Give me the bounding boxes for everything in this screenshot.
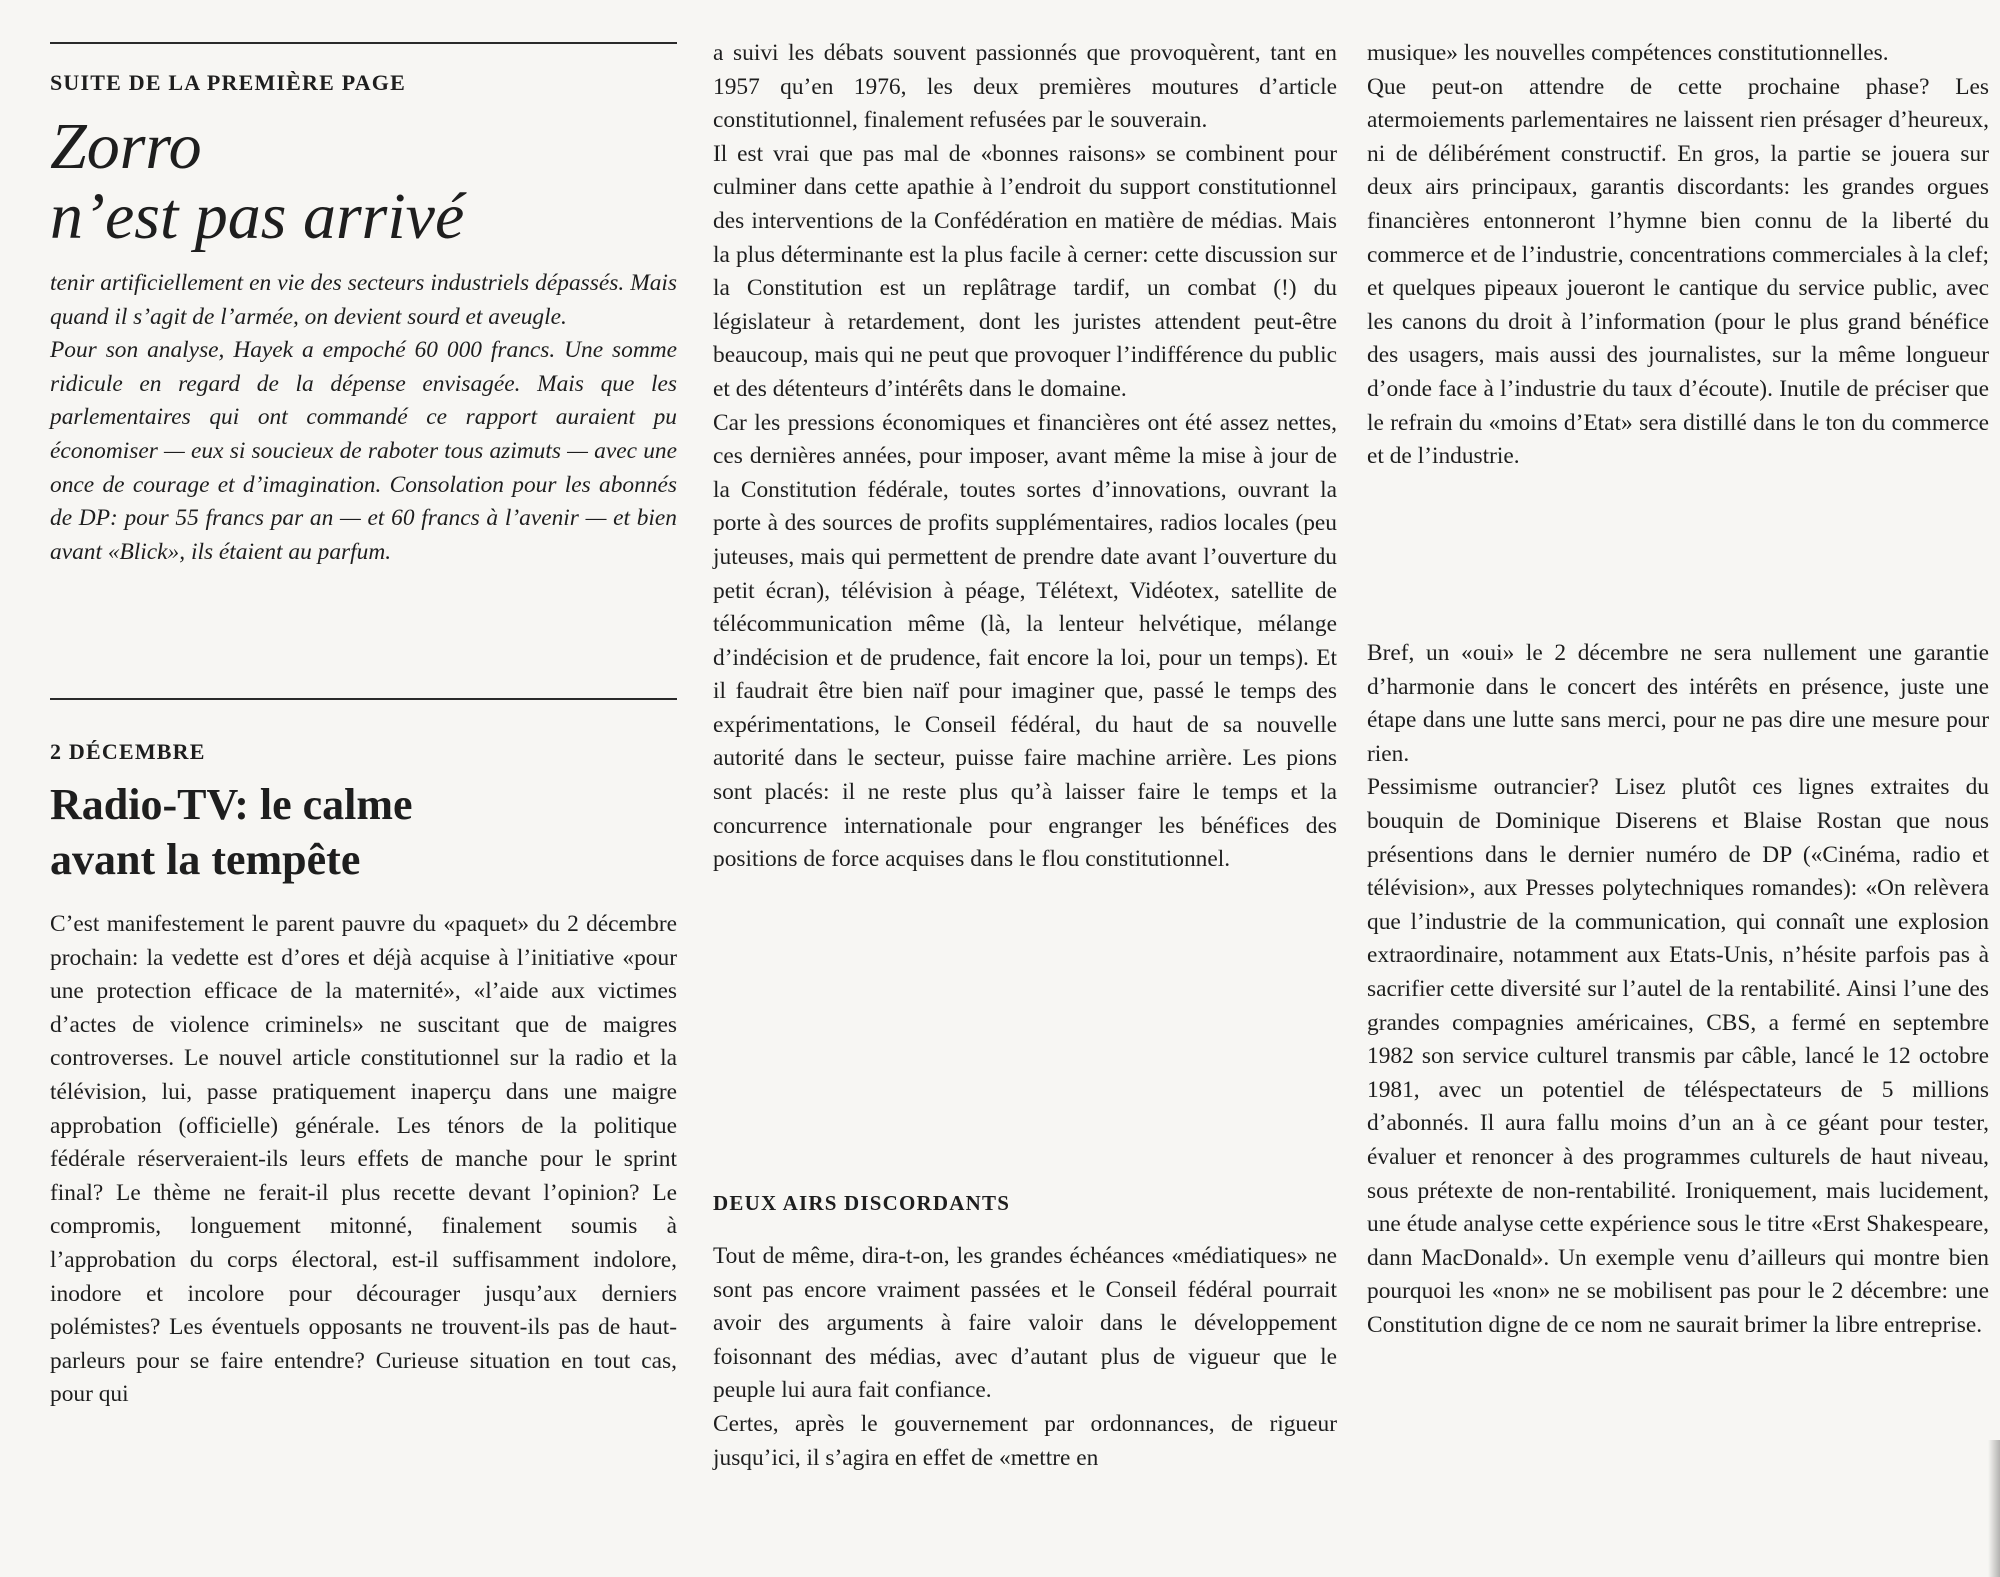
article2-body-col1 (50, 908, 677, 1412)
article2-paragraph: Que peut-on attendre de cette prochaine phase? Les atermoiements parlementaires ne laissent rien présager d’heureux, ni de délibérément constructif. En gros, la partie se jouera sur deux airs principaux, garantis discordants: les grandes orgues financières entonneront l’hymne bien connu de la liberté du commerce et de l’industrie, concentrations commerciales à la clef; et quelques pipeaux joueront le cantique du service public, avec les canons du droit à l’information (pour le plus grand bénéfice des usagers, mais aussi des journalistes, sur la même longueur d’onde face à l’industrie du taux d’écoute). Inutile de préciser que le refrain du «moins d’Etat» sera distillé dans le ton du commerce et de l’industrie. (1367, 73, 1989, 470)
article2-paragraph: a suivi les débats souvent passionnés que provoquèrent, tant en 1957 qu’en 1976, les deux premières moutures d’article constitutionnel, finalement refusées par le souverain. (713, 40, 1337, 134)
article2-paragraph: Car les pressions économiques et financières ont été assez nettes, ces dernières années, pour imposer, avant même la mise à jour de la Constitution fédérale, toutes sortes d’innovations, ouvrant la porte à des sources de profits supplémentaires, radios locales (peu juteuses, mais qui permettent de prendre date avant l’ouverture du petit écran), télévision à péage, Télétext, Vidéotex, satellite de télécommunication même (là, la lenteur helvétique, mélange d’indécision et de prudence, fait encore la loi, pour un temps). Et il faudrait être bien naïf pour imaginer que, passé le temps des expérimentations, le Conseil fédéral, du haut de sa nouvelle autorité dans le secteur, puisse faire machine arrière. Les pions sont placés: il ne reste plus qu’à laisser faire le temps et la concurrence internationale pour engranger les bénéfices des positions de force acquises dans le flou constitutionnel. (713, 409, 1337, 873)
section-rule (50, 698, 677, 700)
article2-body-col2 (713, 37, 1337, 877)
article1-paragraph: tenir artificiellement en vie des secteurs industriels dépassés. Mais quand il s’agit de l’armée, on devient sourd et aveugle. (50, 270, 677, 330)
article2-title-line1: Radio-TV: le calme (50, 780, 413, 829)
article2-paragraph: Pessimisme outrancier? Lisez plutôt ces lignes extraites du bouquin de Dominique Diserens et Blaise Rostan que nous présentions dans le dernier numéro de DP («Cinéma, radio et télévision», aux Presses polytechniques romandes): «On relèvera que l’industrie de la communication, qui connaît une explosion extraordinaire, notamment aux Etats-Unis, n’hésite parfois pas à sacrifier cette diversité sur l’autel de la rentabilité. Ainsi l’une des grandes compagnies américaines, CBS, a fermé en septembre 1982 son service culturel transmis par câble, lancé le 12 octobre 1981, avec un potentiel de téléspectateurs de 5 millions d’abonnés. Il aura fallu moins d’un an à ce géant pour tester, évaluer et renoncer à des programmes culturels de haut niveau, sous prétexte de non-rentabilité. Ironiquement, mais lucidement, une étude analyse cette expérience sous le titre «Erst Shakespeare, dann MacDonald». Un exemple venu d’ailleurs qui montre bien pourquoi les «non» ne se mobilisent pas pour le 2 décembre: une Constitution digne de ce nom ne saurait brimer la libre entreprise. (1367, 774, 1989, 1338)
top-rule (50, 42, 677, 44)
article2-body-col2-after-subhead (713, 1240, 1337, 1475)
page-edge-shadow (1988, 1440, 2000, 1577)
article2-kicker: 2 DÉCEMBRE (50, 739, 206, 764)
article1-kicker: SUITE DE LA PREMIÈRE PAGE (50, 70, 406, 95)
article1-title (50, 112, 464, 252)
article2-paragraph: Tout de même, dira-t-on, les grandes échéances «médiatiques» ne sont pas encore vraiment passées et le Conseil fédéral pourrait avoir des arguments à faire valoir dans le développement foisonnant des médias, avec d’autant plus de vigueur que le peuple lui aura fait confiance. (713, 1243, 1337, 1404)
article2-paragraph: Certes, après le gouvernement par ordonnances, de rigueur jusqu’ici, il s’agira en effet de «mettre en (713, 1410, 1337, 1471)
article1-body (50, 267, 677, 569)
article2-body-col3-after-gap (1367, 637, 1989, 1342)
article2-title (50, 777, 413, 887)
article1-title-line1: Zorro (50, 110, 202, 183)
article1-title-line2: n’est pas arrivé (50, 180, 465, 253)
article2-paragraph: Bref, un «oui» le 2 décembre ne sera nullement une garantie d’harmonie dans le concert des intérêts en présence, juste une étape dans une lutte sans merci, pour ne pas dire une mesure pour rien. (1367, 640, 1989, 767)
article2-body-col3 (1367, 37, 1989, 474)
article1-paragraph: Pour son analyse, Hayek a empoché 60 000 francs. Une somme ridicule en regard de la dépense envisagée. Mais que les parlementaires qui ont commandé ce rapport auraient pu économiser — eux si soucieux de raboter tous azimuts — avec une once de courage et d’imagination. Consolation pour les abonnés de DP: pour 55 francs par an — et 60 francs à l’avenir — et bien avant «Blick», ils étaient au parfum. (50, 337, 677, 565)
article2-paragraph: Il est vrai que pas mal de «bonnes raisons» se combinent pour culminer dans cette apathie à l’endroit du support constitutionnel des interventions de la Confédération en matière de médias. Mais la plus déterminante est la plus facile à cerner: cette discussion sur la Constitution est un replâtrage tardif, un combat (!) du législateur à retardement, dont les juristes attendent peut-être beaucoup, mais qui ne peut que provoquer l’indifférence du public et des détenteurs d’intérêts dans le domaine. (713, 140, 1337, 402)
article2-paragraph: C’est manifestement le parent pauvre du «paquet» du 2 décembre prochain: la vedette est d’ores et déjà acquise à l’initiative «pour une protection efficace de la maternité», «l’aide aux victimes d’actes de violence criminels» ne suscitant que de maigres controverses. Le nouvel article constitutionnel sur la radio et la télévision, lui, passe pratiquement inaperçu dans une maigre approbation (officielle) générale. Les ténors de la politique fédérale réserveraient-ils leurs effets de manche pour le sprint final? Le thème ne ferait-il plus recette devant l’opinion? Le compromis, longuement mitonné, finalement soumis à l’approbation du corps électoral, est-il suffisamment indolore, inodore et incolore pour décourager jusqu’aux derniers polémistes? Les éventuels opposants ne trouvent-ils pas de haut-parleurs pour se faire entendre? Curieuse situation en tout cas, pour qui (50, 911, 677, 1408)
article2-paragraph: musique» les nouvelles compétences constitutionnelles. (1367, 40, 1889, 66)
article2-subhead: DEUX AIRS DISCORDANTS (713, 1191, 1011, 1215)
article2-title-line2: avant la tempête (50, 835, 361, 884)
